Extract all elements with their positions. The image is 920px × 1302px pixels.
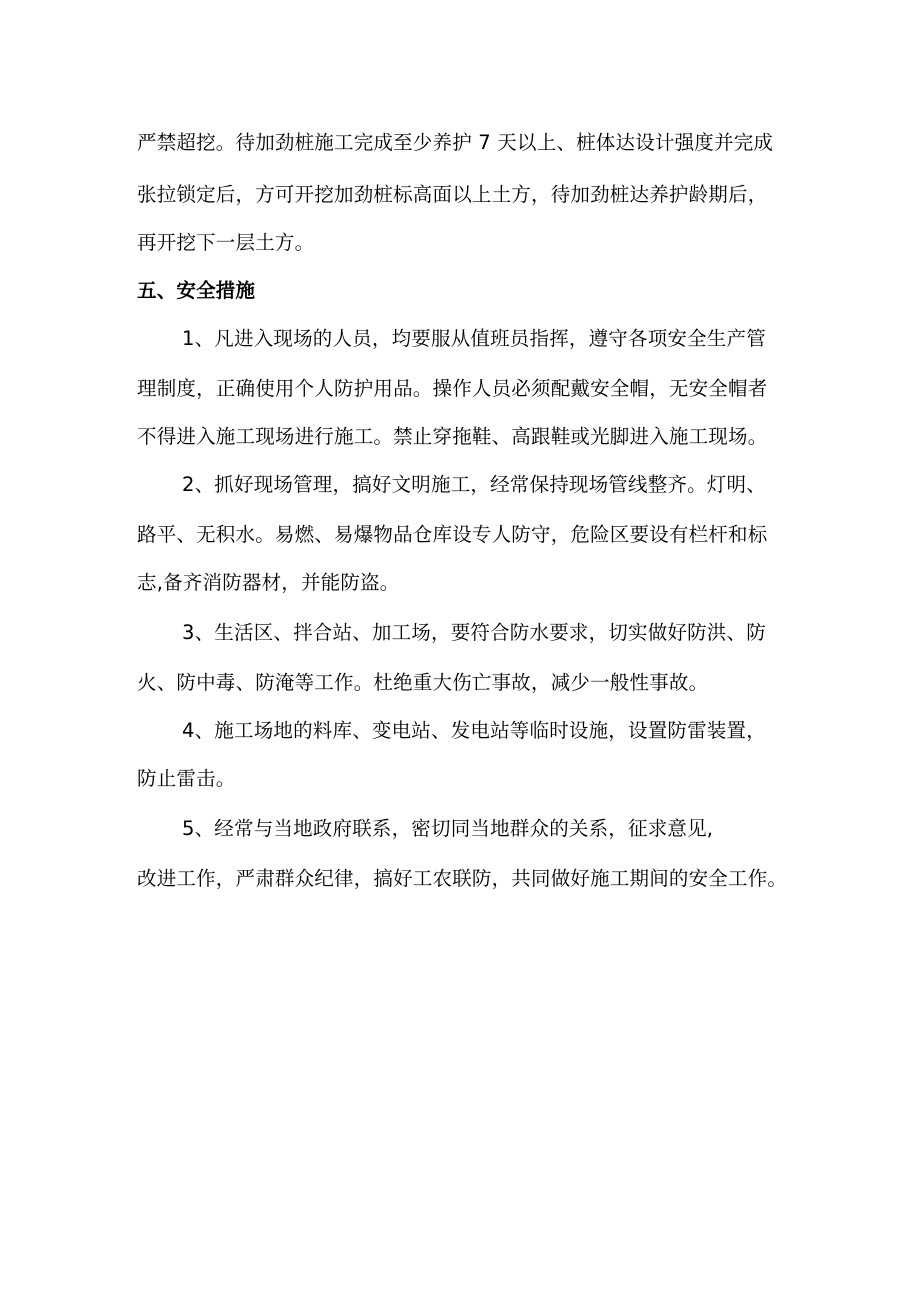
intro-line-3: 再开挖下一层土方。	[137, 231, 315, 254]
intro-line-1: 严禁超挖。待加劲桩施工完成至少养护 7 天以上、桩体达设计强度并完成	[137, 131, 774, 154]
item-3-line-1: 3、生活区、拌合站、加工场，要符合防水要求，切实做好防洪、防	[182, 621, 766, 644]
item-1-line-1: 1、凡进入现场的人员，均要服从值班员指挥，遵守各项安全生产管	[182, 327, 766, 350]
item-1-line-2: 理制度，正确使用个人防护用品。操作人员必须配戴安全帽，无安全帽者	[137, 377, 768, 400]
item-5-line-2: 改进工作，严肃群众纪律，搞好工农联防，共同做好施工期间的安全工作。	[137, 867, 788, 890]
item-5-line-1: 5、经常与当地政府联系，密切同当地群众的关系，征求意见,	[182, 817, 714, 840]
item-1-line-3: 不得进入施工现场进行施工。禁止穿拖鞋、高跟鞋或光脚进入施工现场。	[137, 425, 768, 448]
item-3-line-2: 火、防中毒、防淹等工作。杜绝重大伤亡事故，减少一般性事故。	[137, 671, 709, 694]
item-2-line-3: 志,备齐消防器材，并能防盗。	[137, 571, 400, 594]
item-2-line-2: 路平、无积水。易燃、易爆物品仓库设专人防守，危险区要设有栏杆和标	[137, 523, 768, 546]
section-heading: 五、安全措施	[137, 279, 256, 302]
item-4-line-1: 4、施工场地的料库、变电站、发电站等临时设施，设置防雷装置，	[182, 719, 766, 742]
intro-line-2: 张拉锁定后，方可开挖加劲桩标高面以上土方，待加劲桩达养护龄期后，	[137, 183, 768, 206]
item-2-line-1: 2、抓好现场管理，搞好文明施工，经常保持现场管线整齐。灯明、	[182, 473, 766, 496]
item-4-line-2: 防止雷击。	[137, 767, 236, 790]
